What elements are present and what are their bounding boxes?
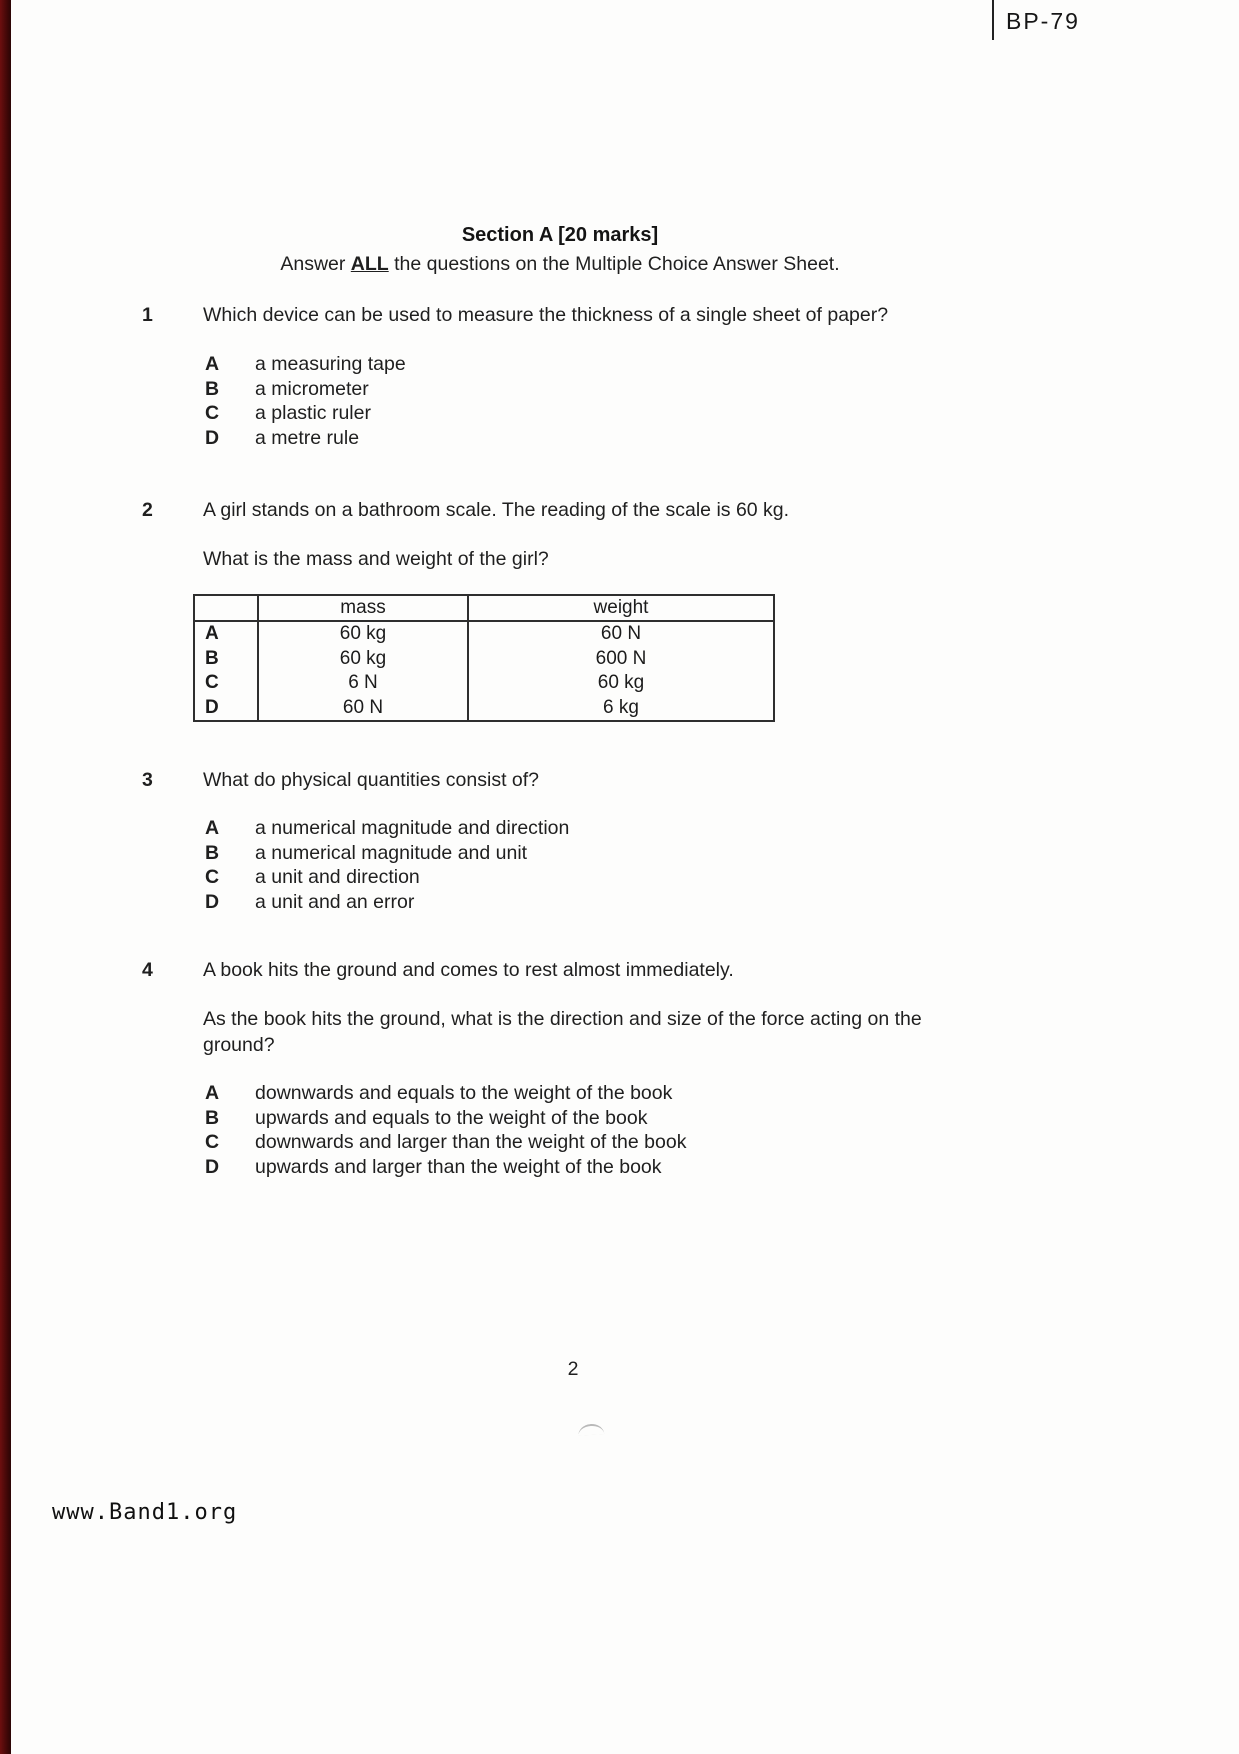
table-cell-weight: 6 kg [603,696,639,718]
table-row [194,696,774,722]
option-letter: C [205,402,220,425]
option-row [205,401,1025,426]
table-header-cell: weight [468,595,774,621]
option-text: downwards and larger than the weight of the book [255,1131,687,1154]
mass-weight-table [193,594,775,722]
table-cell-weight: 60 N [600,623,642,645]
option-row [205,377,1025,402]
table-cell-weight: 60 kg [597,672,645,694]
table-cell-letter: C [194,671,258,696]
table-row [194,671,774,696]
option-row [205,1081,1025,1106]
instruction-prefix: Answer [280,253,351,275]
table-cell-letter: D [194,696,258,722]
table-header-row [194,595,774,621]
question-4 [142,958,1022,983]
question-4-subtext: As the book hits the ground, what is the direction and size of the force acting on the ground? [203,1008,922,1056]
table-header-cell [194,595,258,621]
option-letter: C [205,1131,220,1154]
section-instruction [0,253,1120,276]
option-row [205,1155,1025,1180]
instruction-emphasis: ALL [350,253,389,275]
option-text: a numerical magnitude and direction [255,817,570,839]
option-text: a measuring tape [255,353,406,375]
table-cell-letter: A [194,621,258,647]
option-text: upwards and equals to the weight of the book [255,1106,648,1129]
option-row [205,865,1025,890]
table-cell-mass: 60 kg [258,621,468,647]
question-number: 1 [142,304,153,326]
question-1-options [205,352,1025,450]
table-cell-mass: 60 kg [258,647,468,672]
question-2-subtext: What is the mass and weight of the girl? [203,548,549,570]
question-text: A girl stands on a bathroom scale. The reading of the scale is 60 kg. [203,499,790,521]
section-title: Section A [20 marks] [461,224,659,246]
option-text: a unit and an error [255,890,415,913]
option-row [205,816,1025,841]
question-2 [142,498,1022,523]
question-4-options [205,1081,1025,1179]
table-cell-letter: B [194,647,258,672]
option-letter: D [205,426,220,449]
table-cell-mass: 60 N [258,696,468,722]
instruction-suffix: the questions on the Multiple Choice Answer Sheet. [388,253,840,275]
option-text: a micrometer [255,377,369,400]
option-text: a plastic ruler [255,402,371,425]
option-text: a metre rule [255,426,360,449]
question-text: What do physical quantities consist of? [203,769,540,791]
option-row [205,890,1025,915]
paper-code: BP-79 [1006,8,1080,34]
question-1 [142,303,1022,328]
option-text: upwards and larger than the weight of the book [255,1155,662,1178]
option-letter: C [205,866,220,889]
table-row [194,621,774,647]
question-text: Which device can be used to measure the thickness of a single sheet of paper? [203,304,889,326]
table-header-cell: mass [258,595,468,621]
page-corner-mark [992,0,994,40]
option-text: a numerical magnitude and unit [255,841,528,864]
scan-artifact-mark [578,1423,605,1436]
page-number: 2 [567,1358,579,1380]
option-row [205,841,1025,866]
option-letter: B [205,1106,220,1129]
question-number: 2 [142,499,153,521]
option-row [205,1130,1025,1155]
option-row [205,426,1025,451]
question-text: A book hits the ground and comes to rest almost immediately. [203,959,734,981]
table-row [194,647,774,672]
question-number: 4 [142,959,153,981]
option-letter: B [205,841,220,864]
section-header [0,224,1120,276]
option-letter: B [205,377,220,400]
option-letter: D [205,1155,220,1178]
question-3 [142,768,1022,793]
question-number: 3 [142,769,153,791]
question-3-options [205,816,1025,914]
option-letter: A [205,817,220,839]
option-text: a unit and direction [255,866,420,889]
table-cell-mass: 6 N [258,671,468,696]
option-text: downwards and equals to the weight of the book [255,1082,673,1104]
option-letter: D [205,890,220,913]
option-row [205,1106,1025,1131]
footer-url: www.Band1.org [52,1500,238,1525]
table-cell-weight: 600 N [595,647,647,669]
option-row [205,352,1025,377]
option-letter: A [205,1082,220,1104]
option-letter: A [205,353,220,375]
